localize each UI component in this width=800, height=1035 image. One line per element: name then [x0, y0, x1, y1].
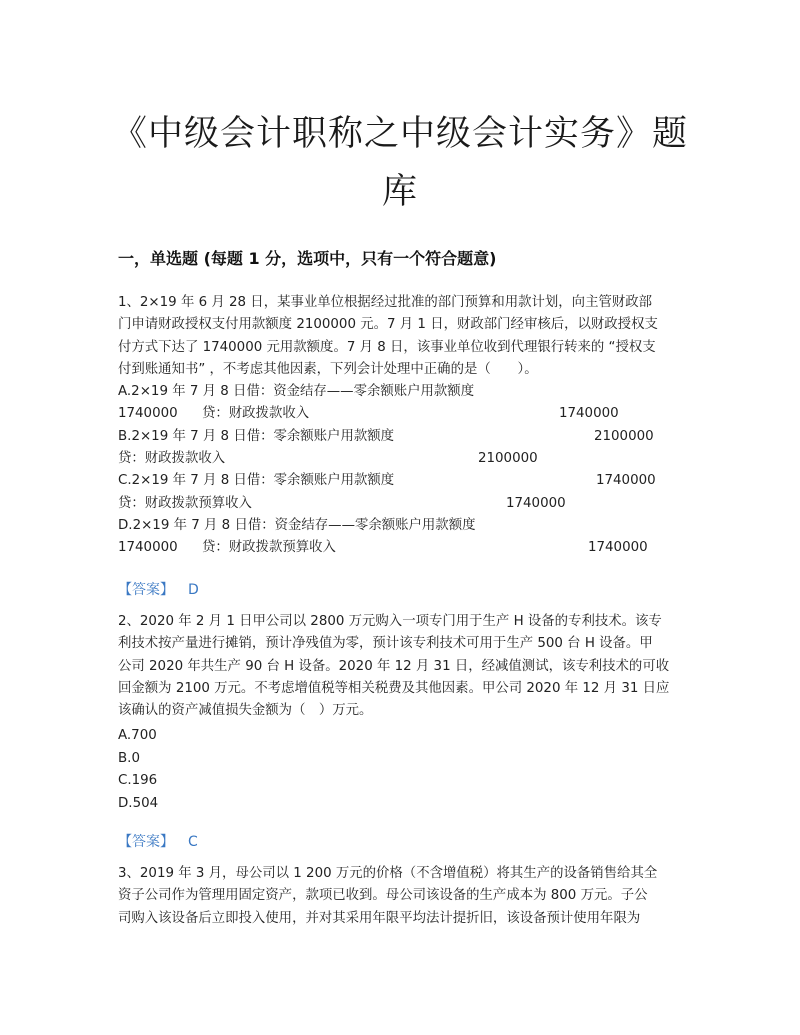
question-text: 司购入该设备后立即投入使用，并对其采用年限平均法计提折旧，该设备预计使用年限为	[118, 910, 641, 926]
option-c: C.196	[118, 773, 158, 788]
document-title	[100, 105, 700, 221]
answer-label: 【答案】	[118, 582, 174, 598]
credit-account: 贷：财政拨款收入	[202, 406, 310, 422]
question-2	[118, 611, 683, 722]
question-text: 门申请财政授权支付用款额度 2100000 元。7 月 1 日，财政部门经审核后，以财政授权支	[118, 317, 658, 333]
option-c-debit: C.2×19 年 7 月 8 日借：零余额账户用款额度 1740000	[118, 470, 683, 492]
question-text: 1、2×19 年 6 月 28 日，某事业单位根据经过批准的部门预算和用款计划，向主管财政部	[118, 295, 653, 310]
option-a-credit	[118, 403, 683, 425]
option-d-credit	[118, 537, 683, 559]
amount: 1740000	[588, 540, 648, 556]
amount: 1740000	[596, 473, 656, 489]
credit-account: 贷：财政拨款预算收入	[118, 495, 252, 511]
option-a-debit: A.2×19 年 7 月 8 日借：资金结存——零余额账户用款额度	[118, 384, 475, 400]
credit-account: 贷：财政拨款收入	[118, 451, 226, 467]
amount: 2100000	[594, 428, 654, 444]
question-text: 3、2019 年 3 月，母公司以 1 200 万元的价格（不含增值税）将其生产的设备销售给其全	[118, 866, 658, 881]
title-line-2: 库	[381, 172, 418, 212]
amount: 2100000	[478, 451, 538, 467]
answer-value: D	[188, 582, 199, 598]
amount: 1740000	[559, 406, 619, 422]
answer-value: C	[188, 834, 198, 850]
question-1	[118, 292, 683, 560]
amount: 1740000	[506, 495, 566, 511]
question-text: 该确认的资产减值损失金额为（ ）万元。	[118, 703, 373, 719]
section-heading: 一，单选题 (每题 1 分，选项中，只有一个符合题意)	[118, 249, 497, 268]
question-text: 付到账通知书” ，不考虑其他因素，下列会计处理中正确的是（ ）。	[118, 361, 538, 377]
question-3	[118, 863, 683, 930]
option-d-debit: D.2×19 年 7 月 8 日借：资金结存——零余额账户用款额度	[118, 517, 476, 533]
option-d: D.504	[118, 795, 159, 811]
answer-2	[118, 831, 212, 851]
question-text: 2、2020 年 2 月 1 日甲公司以 2800 万元购入一项专门用于生产 H 设备的专利技术。该专	[118, 614, 662, 629]
amount: 1740000	[118, 406, 178, 422]
answer-1	[118, 579, 213, 599]
answer-label: 【答案】	[118, 834, 174, 850]
question-text: 公司 2020 年共生产 90 台 H 设备。2020 年 12 月 31 日，经减值测试，该专利技术的可收	[118, 658, 670, 674]
question-2-options	[118, 725, 683, 815]
question-text: 付方式下达了 1740000 元用款额度。7 月 8 日，该事业单位收到代理银行转来的 “授权支	[118, 339, 656, 355]
option-b: B.0	[118, 750, 140, 766]
credit-account: 贷：财政拨款预算收入	[202, 540, 336, 556]
title-line-1: 《中级会计职称之中级会计实务》题	[111, 114, 688, 154]
question-text: 回金额为 2100 万元。不考虑增值税等相关税费及其他因素。甲公司 2020 年 12 月 31 日应	[118, 680, 670, 696]
option-c-credit	[118, 493, 683, 515]
amount: 1740000	[118, 540, 178, 556]
option-b-debit: B.2×19 年 7 月 8 日借：零余额账户用款额度 2100000	[118, 426, 683, 448]
question-text: 资子公司作为管理用固定资产，款项已收到。母公司该设备的生产成本为 800 万元。子公	[118, 888, 648, 904]
option-b-credit	[118, 448, 683, 470]
option-a: A.700	[118, 728, 157, 743]
question-text: 利技术按产量进行摊销，预计净残值为零，预计该专利技术可用于生产 500 台 H 设备。甲	[118, 636, 653, 652]
